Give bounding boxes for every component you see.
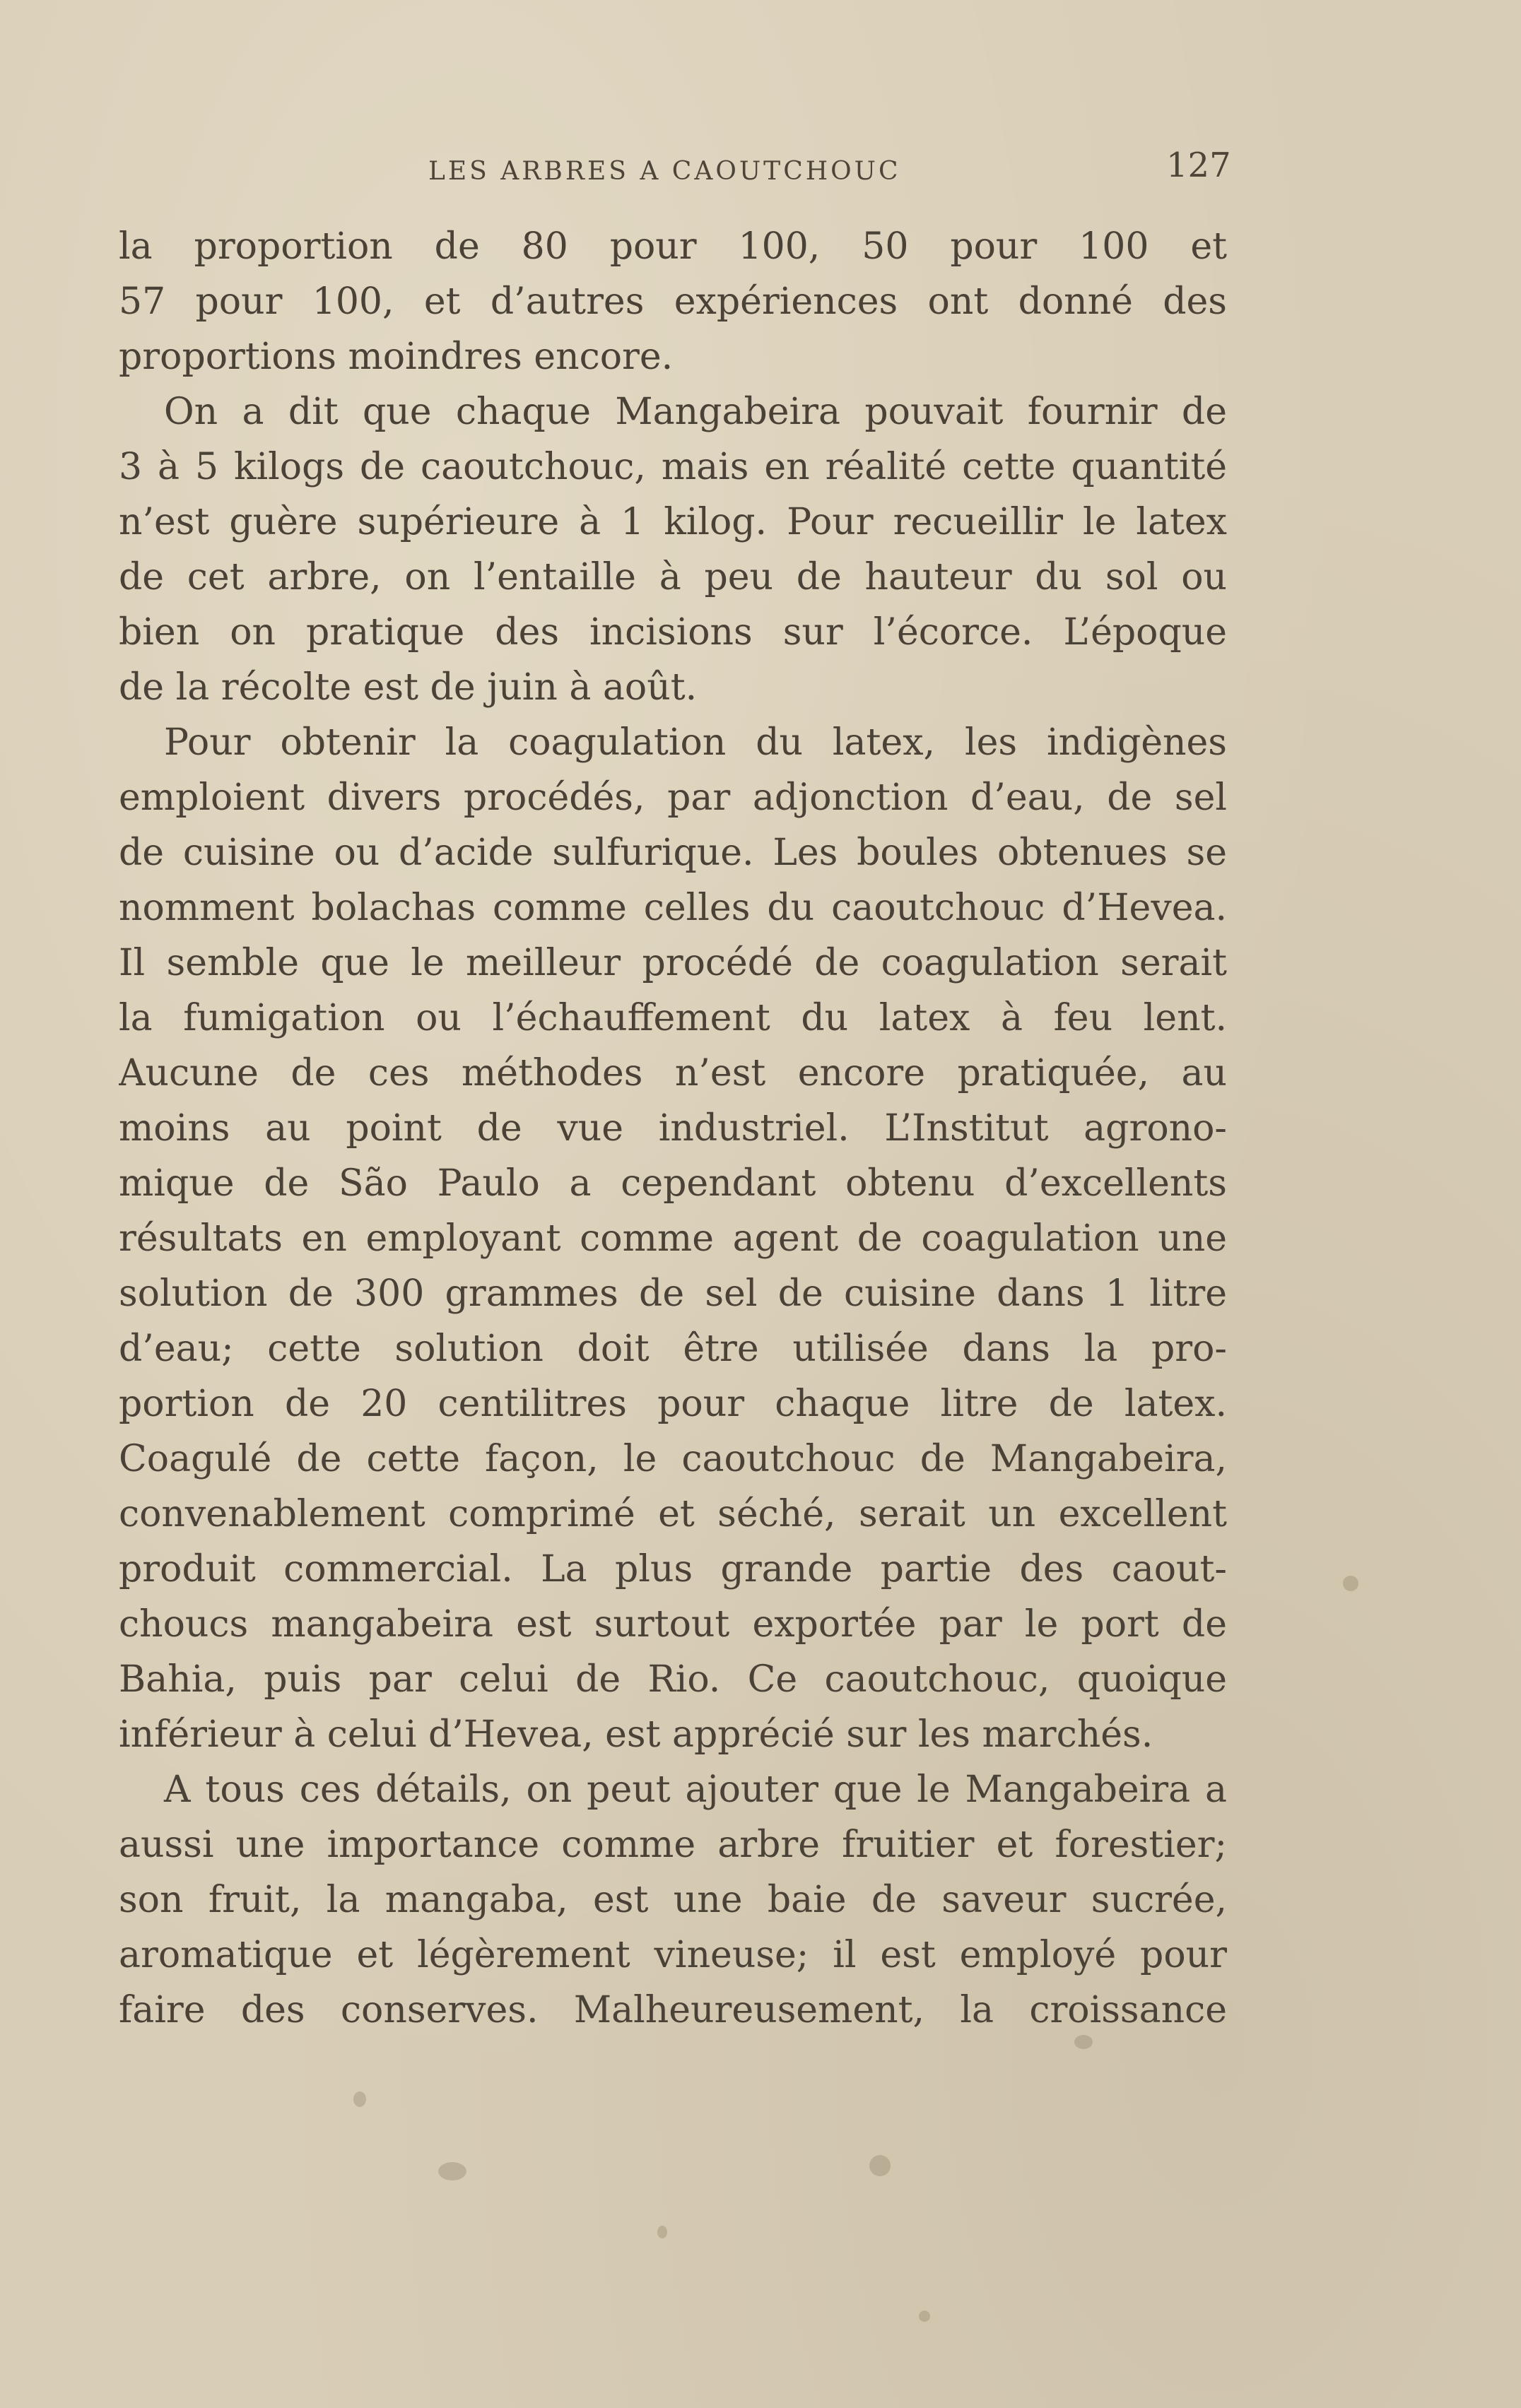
running-title: LES ARBRES A CAOUTCHOUC bbox=[428, 157, 901, 186]
text-line: convenablement comprimé et séché, serait un excellent bbox=[119, 1493, 1227, 1535]
text-line: Coagulé de cette façon, le caoutchouc de Mangabeira, bbox=[119, 1438, 1227, 1480]
text-line: aromatique et légèrement vineuse; il est employé pour bbox=[119, 1934, 1227, 1976]
text-line: résultats en employant comme agent de coagulation une bbox=[119, 1217, 1227, 1260]
text-line: portion de 20 centilitres pour chaque litre de latex. bbox=[119, 1383, 1227, 1425]
text-line: 3 à 5 kilogs de caoutchouc, mais en réalité cette quantité bbox=[119, 446, 1227, 488]
paper-speck bbox=[1343, 1576, 1358, 1591]
text-line: Pour obtenir la coagulation du latex, les indigènes bbox=[164, 721, 1227, 764]
text-line: de la récolte est de juin à août. bbox=[119, 666, 698, 709]
text-line: moins au point de vue industriel. L’Institut agrono- bbox=[119, 1107, 1227, 1150]
text-line: aussi une importance comme arbre fruitier et forestier; bbox=[119, 1824, 1227, 1866]
text-line: solution de 300 grammes de sel de cuisine dans 1 litre bbox=[119, 1273, 1227, 1315]
paper-speck bbox=[919, 2310, 930, 2322]
text-line: inférieur à celui d’Hevea, est apprécié sur les marchés. bbox=[119, 1713, 1153, 1756]
text-line: faire des conserves. Malheureusement, la croissance bbox=[119, 1989, 1227, 2031]
text-line: d’eau; cette solution doit être utilisée dans la pro- bbox=[119, 1328, 1227, 1370]
text-line: n’est guère supérieure à 1 kilog. Pour recueillir le latex bbox=[119, 501, 1227, 543]
text-line: bien on pratique des incisions sur l’écorce. L’époque bbox=[119, 611, 1227, 654]
text-line: produit commercial. La plus grande partie des caout- bbox=[119, 1548, 1227, 1590]
text-line: 57 pour 100, et d’autres expériences ont donné des bbox=[119, 281, 1227, 323]
text-line: proportions moindres encore. bbox=[119, 336, 674, 378]
text-line: choucs mangabeira est surtout exportée par le port de bbox=[119, 1603, 1227, 1646]
text-line: mique de São Paulo a cependant obtenu d’excellents bbox=[119, 1162, 1227, 1205]
paper-speck bbox=[353, 2091, 366, 2107]
text-line: Aucune de ces méthodes n’est encore pratiquée, au bbox=[119, 1052, 1227, 1094]
text-line: A tous ces détails, on peut ajouter que le Mangabeira a bbox=[164, 1769, 1227, 1811]
paper-speck bbox=[438, 2162, 466, 2180]
text-line: de cuisine ou d’acide sulfurique. Les boules obtenues se bbox=[119, 832, 1227, 874]
text-line: son fruit, la mangaba, est une baie de saveur sucrée, bbox=[119, 1879, 1227, 1921]
text-line: Il semble que le meilleur procédé de coagulation serait bbox=[119, 942, 1227, 984]
paper-speck bbox=[657, 2226, 667, 2238]
text-line: la proportion de 80 pour 100, 50 pour 100 et bbox=[119, 225, 1227, 268]
body-text bbox=[119, 219, 1227, 2038]
paper-speck bbox=[1074, 2035, 1093, 2049]
text-line: emploient divers procédés, par adjonction d’eau, de sel bbox=[119, 777, 1227, 819]
page-number: 127 bbox=[1166, 146, 1231, 185]
text-line: On a dit que chaque Mangabeira pouvait fournir de bbox=[164, 391, 1227, 433]
text-line: nomment bolachas comme celles du caoutchouc d’Hevea. bbox=[119, 887, 1227, 929]
paper-speck bbox=[869, 2155, 891, 2176]
text-line: la fumigation ou l’échauffement du latex à feu lent. bbox=[119, 997, 1227, 1039]
text-line: de cet arbre, on l’entaille à peu de hauteur du sol ou bbox=[119, 556, 1227, 598]
text-line: Bahia, puis par celui de Rio. Ce caoutchouc, quoique bbox=[119, 1658, 1227, 1701]
